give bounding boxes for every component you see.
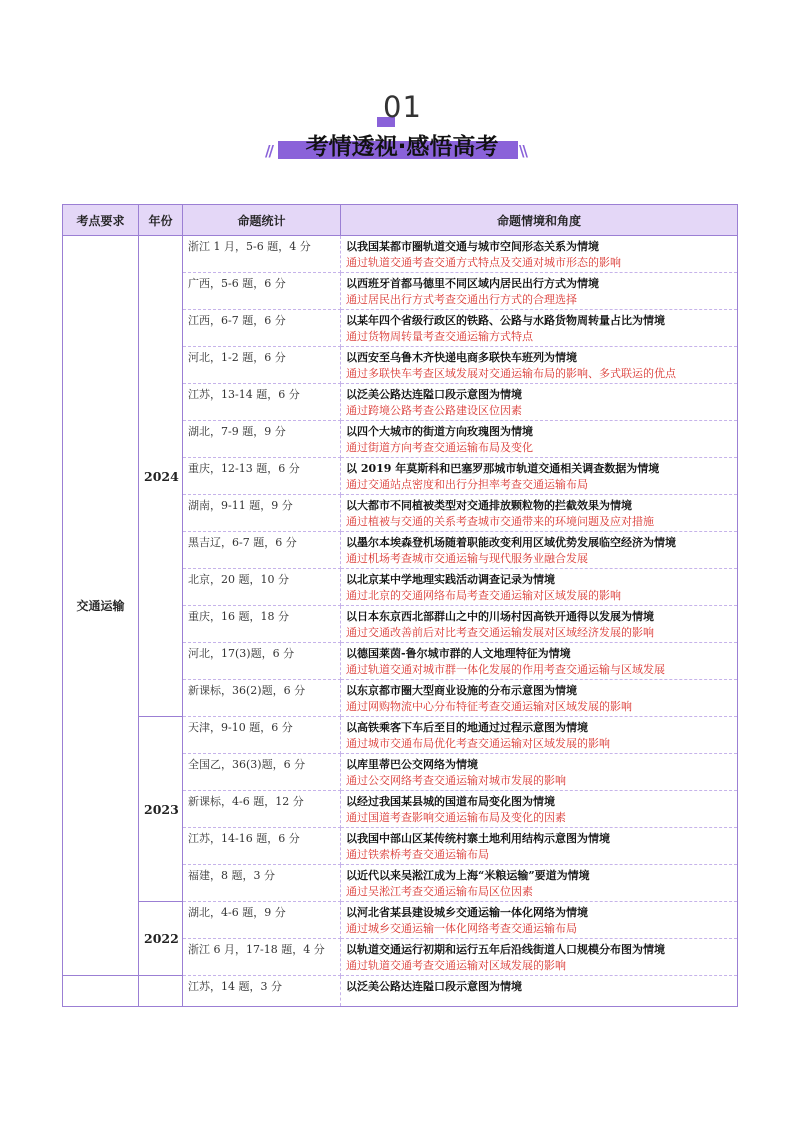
question-stat-cell: 湖南，9-11 题，9 分 xyxy=(183,495,341,532)
context-scenario: 以河北省某县建设城乡交通运输一体化网络为情境 xyxy=(346,906,588,919)
context-angle: 通过轨道交通对城市群一体化发展的作用考查交通运输与区域发展 xyxy=(346,663,665,676)
context-cell xyxy=(341,273,738,310)
context-cell xyxy=(341,754,738,791)
context-angle: 通过城市交通布局优化考查交通运输对区域发展的影响 xyxy=(346,737,610,750)
exam-analysis-table xyxy=(62,204,738,1007)
table-header-row xyxy=(63,205,738,236)
context-cell xyxy=(341,421,738,458)
context-cell xyxy=(341,532,738,569)
question-stat-cell: 新课标，4-6 题，12 分 xyxy=(183,791,341,828)
question-stat-cell: 江苏，13-14 题，6 分 xyxy=(183,384,341,421)
table-row xyxy=(63,902,738,939)
section-header xyxy=(0,0,800,200)
context-scenario: 以大都市不同植被类型对交通排放颗粒物的拦截效果为情境 xyxy=(346,499,632,512)
column-header: 考点要求 xyxy=(63,205,139,236)
context-scenario: 以日本东京西北部群山之中的川场村因高铁开通得以发展为情境 xyxy=(346,610,654,623)
context-cell xyxy=(341,865,738,902)
question-stat-cell: 黑吉辽，6-7 题，6 分 xyxy=(183,532,341,569)
context-cell xyxy=(341,310,738,347)
question-stat-cell: 新课标，36(2)题，6 分 xyxy=(183,680,341,717)
context-angle: 通过城乡交通运输一体化网络考查交通运输布局 xyxy=(346,922,577,935)
context-scenario: 以东京都市圈大型商业设施的分布示意图为情境 xyxy=(346,684,577,697)
context-scenario: 以北京某中学地理实践活动调查记录为情境 xyxy=(346,573,555,586)
section-number: 01 xyxy=(383,90,422,124)
context-angle: 通过机场考查城市交通运输与现代服务业融合发展 xyxy=(346,552,588,565)
column-header: 年份 xyxy=(139,205,183,236)
context-cell xyxy=(341,828,738,865)
context-cell xyxy=(341,606,738,643)
context-angle: 通过铁索桥考查交通运输布局 xyxy=(346,848,489,861)
context-cell xyxy=(341,569,738,606)
context-scenario: 以某年四个省级行政区的铁路、公路与水路货物周转量占比为情境 xyxy=(346,314,665,327)
question-stat-cell: 湖北，7-9 题，9 分 xyxy=(183,421,341,458)
topic-cell xyxy=(63,976,139,1007)
question-stat-cell: 重庆，12-13 题，6 分 xyxy=(183,458,341,495)
context-angle: 通过跨境公路考查公路建设区位因素 xyxy=(346,404,522,417)
context-cell xyxy=(341,976,738,1007)
context-scenario: 以墨尔本埃森登机场随着职能改变利用区域优势发展临空经济为情境 xyxy=(346,536,676,549)
context-scenario: 以高铁乘客下车后至目的地通过过程示意图为情境 xyxy=(346,721,588,734)
question-stat-cell: 重庆，16 题，18 分 xyxy=(183,606,341,643)
question-stat-cell: 福建，8 题，3 分 xyxy=(183,865,341,902)
context-scenario: 以德国莱茵-鲁尔城市群的人文地理特征为情境 xyxy=(346,647,571,660)
context-angle: 通过多联快车考查区域发展对交通运输布局的影响、多式联运的优点 xyxy=(346,367,676,380)
context-scenario: 以四个大城市的街道方向玫瑰图为情境 xyxy=(346,425,533,438)
context-cell xyxy=(341,791,738,828)
context-cell xyxy=(341,717,738,754)
context-cell xyxy=(341,458,738,495)
year-cell: 2023 xyxy=(139,717,183,902)
context-scenario: 以轨道交通运行初期和运行五年后沿线街道人口规模分布图为情境 xyxy=(346,943,665,956)
context-angle: 通过吴淞江考查交通运输布局区位因素 xyxy=(346,885,533,898)
context-cell xyxy=(341,236,738,273)
context-angle: 通过轨道交通考查交通方式特点及交通对城市形态的影响 xyxy=(346,256,621,269)
column-header: 命题情境和角度 xyxy=(341,205,738,236)
context-scenario: 以西安至乌鲁木齐快递电商多联快车班列为情境 xyxy=(346,351,577,364)
context-scenario: 以西班牙首都马德里不同区域内居民出行方式为情境 xyxy=(346,277,599,290)
year-cell: 2022 xyxy=(139,902,183,976)
question-stat-cell: 江苏，14-16 题，6 分 xyxy=(183,828,341,865)
context-cell xyxy=(341,643,738,680)
context-scenario: 以泛美公路达连隘口段示意图为情境 xyxy=(346,388,522,401)
context-angle: 通过交通站点密度和出行分担率考查交通运输布局 xyxy=(346,478,588,491)
context-angle: 通过居民出行方式考查交通出行方式的合理选择 xyxy=(346,293,577,306)
year-cell xyxy=(139,976,183,1007)
context-cell xyxy=(341,902,738,939)
context-scenario: 以库里蒂巴公交网络为情境 xyxy=(346,758,478,771)
year-cell: 2024 xyxy=(139,236,183,717)
question-stat-cell: 江苏，14 题，3 分 xyxy=(183,976,341,1007)
context-cell xyxy=(341,384,738,421)
table-row xyxy=(63,236,738,273)
question-stat-cell: 天津，9-10 题，6 分 xyxy=(183,717,341,754)
context-angle: 通过北京的交通网络布局考查交通运输对区域发展的影响 xyxy=(346,589,621,602)
context-angle: 通过轨道交通考查交通运输对区域发展的影响 xyxy=(346,959,566,972)
right-slash-decoration: \\ xyxy=(519,142,526,160)
question-stat-cell: 全国乙，36(3)题，6 分 xyxy=(183,754,341,791)
context-scenario: 以 2019 年莫斯科和巴塞罗那城市轨道交通相关调查数据为情境 xyxy=(346,462,660,475)
topic-cell: 交通运输 xyxy=(63,236,139,976)
context-angle: 通过网购物流中心分布特征考查交通运输对区域发展的影响 xyxy=(346,700,632,713)
table-body xyxy=(63,236,738,1007)
question-stat-cell: 广西，5-6 题，6 分 xyxy=(183,273,341,310)
table-row xyxy=(63,717,738,754)
question-stat-cell: 江西，6-7 题，6 分 xyxy=(183,310,341,347)
context-angle: 通过国道考查影响交通运输布局及变化的因素 xyxy=(346,811,566,824)
column-header: 命题统计 xyxy=(183,205,341,236)
context-cell xyxy=(341,347,738,384)
context-cell xyxy=(341,939,738,976)
context-angle: 通过植被与交通的关系考查城市交通带来的环境问题及应对措施 xyxy=(346,515,654,528)
context-scenario: 以我国中部山区某传统村寨土地利用结构示意图为情境 xyxy=(346,832,610,845)
question-stat-cell: 河北，17(3)题，6 分 xyxy=(183,643,341,680)
context-cell xyxy=(341,495,738,532)
context-angle: 通过交通改善前后对比考查交通运输发展对区域经济发展的影响 xyxy=(346,626,654,639)
context-scenario: 以我国某都市圈轨道交通与城市空间形态关系为情境 xyxy=(346,240,599,253)
question-stat-cell: 湖北，4-6 题，9 分 xyxy=(183,902,341,939)
table-row xyxy=(63,976,738,1007)
context-angle: 通过街道方向考查交通运输布局及变化 xyxy=(346,441,533,454)
left-slash-decoration: // xyxy=(265,142,272,160)
context-angle: 通过货物周转量考查交通运输方式特点 xyxy=(346,330,533,343)
question-stat-cell: 浙江 1 月，5-6 题，4 分 xyxy=(183,236,341,273)
context-scenario: 以泛美公路达连隘口段示意图为情境 xyxy=(346,980,522,993)
section-title: 考情透视·感悟高考 xyxy=(305,134,499,160)
context-cell xyxy=(341,680,738,717)
question-stat-cell: 河北，1-2 题，6 分 xyxy=(183,347,341,384)
context-scenario: 以经过我国某县城的国道布局变化图为情境 xyxy=(346,795,555,808)
question-stat-cell: 北京，20 题，10 分 xyxy=(183,569,341,606)
context-angle: 通过公交网络考查交通运输对城市发展的影响 xyxy=(346,774,566,787)
question-stat-cell: 浙江 6 月，17-18 题，4 分 xyxy=(183,939,341,976)
context-scenario: 以近代以来吴淞江成为上海“米粮运输”要道为情境 xyxy=(346,869,590,882)
